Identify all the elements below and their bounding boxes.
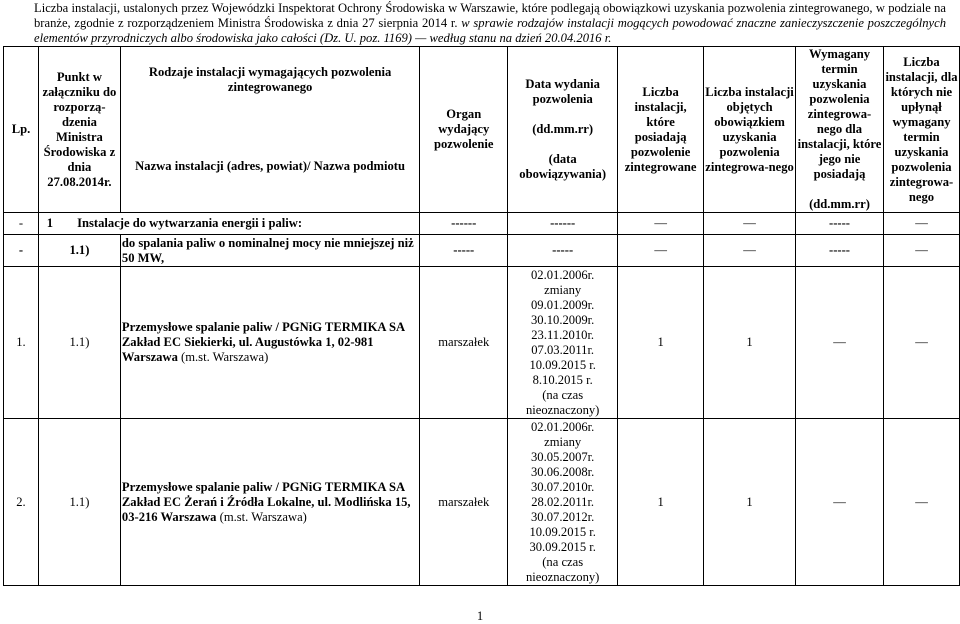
header-liczba-posiadaja: Liczba instalacji, które posiadają pozwolenie zintegrowane — [618, 47, 704, 213]
row-lp: 1. — [4, 267, 39, 419]
row-date-6: 07.03.2011r. — [531, 342, 595, 357]
row-date-3: 09.01.2009r. — [531, 297, 595, 312]
row-date-10: (na czas nieoznaczony) — [525, 554, 600, 584]
section-col10: — — [883, 213, 959, 235]
section-title — [38, 213, 419, 235]
table-row — [4, 267, 960, 419]
row-date-1: 02.01.2006r. — [531, 267, 595, 282]
row-date-2: zmiany — [544, 434, 582, 449]
row-date-1: 02.01.2006r. — [531, 419, 595, 434]
header-row — [4, 47, 960, 213]
intro-italic-text: w sprawie rodzajów instalacji mogących powodować znaczne zanieczyszczenie poszczególnych elementów przyrodniczych albo środowiska jako całości (Dz. U. poz. 1169) — według stanu na dzień 20.04.2016 r. — [34, 16, 946, 45]
row-point: 1.1) — [38, 419, 120, 586]
row-date-5: 30.07.2010r. — [531, 479, 595, 494]
row-date-6: 28.02.2011r. — [531, 494, 595, 509]
header-data-format: (dd.mm.rr) — [532, 122, 594, 136]
row-posiadaja: 1 — [618, 267, 704, 419]
row-termin: — — [796, 419, 884, 586]
row-objetych: 1 — [704, 419, 796, 586]
installations-table — [3, 46, 960, 586]
row-dates — [508, 267, 618, 419]
section-col9: ----- — [796, 213, 884, 235]
header-uplynal: Liczba instalacji, dla których nie upłynął wymagany termin uzyskania pozwolenia zintegrowa-nego — [883, 47, 959, 213]
section-title-text: Instalacje do wytwarzania energii i paliw: — [77, 216, 303, 230]
header-data — [508, 47, 618, 213]
header-rodzaje-title: Rodzaje instalacji wymagających pozwolenia zintegrowanego — [148, 65, 392, 94]
row-lp: 2. — [4, 419, 39, 586]
header-punkt: Punkt w załączniku do rozporzą-dzenia Ministra Środowiska z dnia 27.08.2014r. — [38, 47, 120, 213]
row-uplynal: — — [883, 267, 959, 419]
row-date-9: (na czas nieoznaczony) — [525, 387, 600, 417]
row-date-4: 30.10.2009r. — [531, 312, 595, 327]
row-name — [120, 419, 419, 586]
section-row — [4, 213, 960, 235]
row-name-text: Przemysłowe spalanie paliw / PGNiG TERMIKA SA Zakład EC Siekierki, ul. Augustówka 1, 02-981 Warszawa — [121, 320, 405, 364]
row-date-7: 30.07.2012r. — [531, 509, 595, 524]
subsection-col9: ----- — [796, 235, 884, 267]
subsection-col8: — — [704, 235, 796, 267]
section-data: ------ — [508, 213, 618, 235]
header-data-title: Data wydania pozwolenia — [525, 77, 600, 106]
section-num: 1 — [46, 216, 54, 230]
row-posiadaja: 1 — [618, 419, 704, 586]
row-date-7: 10.09.2015 r. — [529, 357, 596, 372]
header-termin-title: Wymagany termin uzyskania pozwolenia zintegrowa-nego dla instalacji, które jego nie posiadają — [797, 47, 882, 181]
section-dash: - — [4, 213, 39, 235]
row-objetych: 1 — [704, 267, 796, 419]
row-dates — [508, 419, 618, 586]
subsection-dash: - — [4, 235, 39, 267]
subsection-point: 1.1) — [38, 235, 120, 267]
header-termin — [796, 47, 884, 213]
row-date-3: 30.05.2007r. — [531, 449, 595, 464]
row-date-9: 30.09.2015 r. — [529, 539, 596, 554]
row-date-8: 8.10.2015 r. — [532, 372, 593, 387]
row-termin: — — [796, 267, 884, 419]
header-liczba-objetych: Liczba instalacji objętych obowiązkiem uzyskania pozwolenia zintegrowa-nego — [704, 47, 796, 213]
intro-text: Liczba instalacji, ustalonych przez Wojewódzki Inspektorat Ochrony Środowiska w Warszawie, które podlegają obowiązkowi uzyskania pozwolenia zintegrowanego, w podziale na branże, zgodnie z rozporządzeniem Ministra Środowiska z dnia 27 sierpnia 2014 r. — [34, 1, 946, 30]
subsection-col7: — — [618, 235, 704, 267]
row-date-5: 23.11.2010r. — [531, 327, 595, 342]
row-organ: marszałek — [420, 267, 508, 419]
document-intro — [34, 1, 946, 46]
row-date-4: 30.06.2008r. — [531, 464, 595, 479]
subsection-row — [4, 235, 960, 267]
row-name-tail: (m.st. Warszawa) — [219, 509, 307, 524]
header-rodzaje — [120, 47, 419, 213]
row-date-2: zmiany — [544, 282, 582, 297]
row-organ: marszałek — [420, 419, 508, 586]
subsection-data: ----- — [508, 235, 618, 267]
subsection-col10: — — [883, 235, 959, 267]
row-name — [120, 267, 419, 419]
row-uplynal: — — [883, 419, 959, 586]
section-col8: — — [704, 213, 796, 235]
page-number: 1 — [476, 609, 484, 623]
section-organ: ------ — [420, 213, 508, 235]
row-date-8: 10.09.2015 r. — [529, 524, 596, 539]
section-col7: — — [618, 213, 704, 235]
header-termin-format: (dd.mm.rr) — [809, 197, 870, 211]
header-nazwa: Nazwa instalacji (adres, powiat)/ Nazwa podmiotu — [135, 159, 405, 173]
header-organ: Organ wydający pozwolenie — [420, 47, 508, 213]
row-point: 1.1) — [38, 267, 120, 419]
header-data-obow: (data obowiązywania) — [519, 152, 607, 181]
subsection-title: do spalania paliw o nominalnej mocy nie mniejszej niż 50 MW, — [120, 235, 419, 267]
row-name-tail: (m.st. Warszawa) — [181, 350, 269, 364]
table-row — [4, 419, 960, 586]
header-lp: Lp. — [4, 47, 39, 213]
row-name-text: Przemysłowe spalanie paliw / PGNiG TERMIKA SA Zakład EC Żerań i Źródła Lokalne, ul. Modlińska 15, 03-216 Warszawa — [121, 479, 411, 524]
subsection-organ: ----- — [420, 235, 508, 267]
